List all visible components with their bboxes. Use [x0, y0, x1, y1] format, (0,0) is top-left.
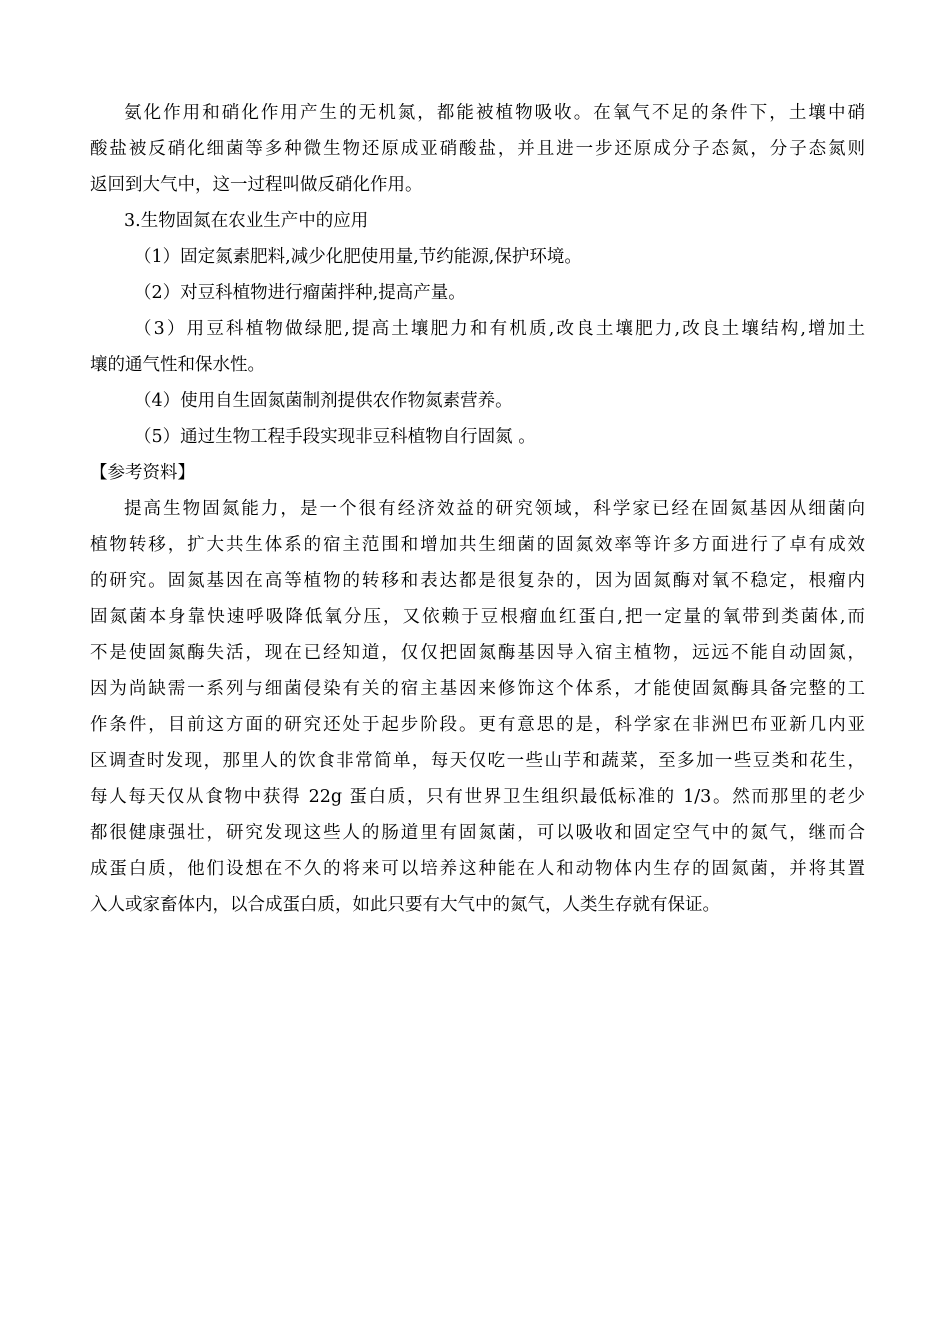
- text-line: 都很健康强壮，研究发现这些人的肠道里有固氮菌，可以吸收和固定空气中的氮气，继而合: [90, 823, 865, 843]
- document-page: [90, 95, 865, 923]
- list-item: （4）使用自生固氮菌制剂提供农作物氮素营养。: [134, 391, 513, 411]
- list-item: [90, 311, 865, 383]
- text-line: 因为尚缺需一系列与细菌侵染有关的宿主基因来修饰这个体系，才能使固氮酶具备完整的工: [90, 679, 865, 699]
- text-line: 作条件，目前这方面的研究还处于起步阶段。更有意思的是，科学家在非洲巴布亚新几内亚: [90, 715, 865, 735]
- reference-paragraph: [90, 491, 865, 923]
- text-line: 每人每天仅从食物中获得 22g 蛋白质，只有世界卫生组织最低标准的 1/3。然而那里的老少: [90, 787, 865, 807]
- text-line: 入人或家畜体内，以合成蛋白质，如此只要有大气中的氮气，人类生存就有保证。: [90, 895, 720, 915]
- text-line: 提高生物固氮能力，是一个很有经济效益的研究领域，科学家已经在固氮基因从细菌向: [124, 499, 865, 519]
- paragraph-denitrification: [90, 95, 865, 203]
- text-line: 酸盐被反硝化细菌等多种微生物还原成亚硝酸盐，并且进一步还原成分子态氮，分子态氮则: [90, 139, 865, 159]
- text-line: 不是使固氮酶失活，现在已经知道，仅仅把固氮酶基因导入宿主植物，远远不能自动固氮，: [90, 643, 865, 663]
- text-line: 成蛋白质，他们设想在不久的将来可以培养这种能在人和动物体内生存的固氮菌，并将其置: [90, 859, 865, 879]
- text-line: 壤的通气性和保水性。: [90, 355, 265, 375]
- application-list: [90, 239, 865, 455]
- text-line: 的研究。固氮基因在高等植物的转移和表达都是很复杂的，因为固氮酶对氧不稳定，根瘤内: [90, 571, 865, 591]
- text-line: 植物转移，扩大共生体系的宿主范围和增加共生细菌的固氮效率等许多方面进行了卓有成效: [90, 535, 865, 555]
- text-line: 氨化作用和硝化作用产生的无机氮，都能被植物吸收。在氧气不足的条件下，土壤中硝: [124, 103, 865, 123]
- reference-heading: 【参考资料】: [90, 463, 195, 483]
- text-line: 返回到大气中，这一过程叫做反硝化作用。: [90, 175, 423, 195]
- text-line: 区调查时发现，那里人的饮食非常简单，每天仅吃一些山芋和蔬菜，至多加一些豆类和花生，: [90, 751, 865, 771]
- list-item: （5）通过生物工程手段实现非豆科植物自行固氮 。: [134, 427, 536, 447]
- text-line: （3）用豆科植物做绿肥,提高土壤肥力和有机质,改良土壤肥力,改良土壤结构,增加土: [134, 319, 865, 339]
- list-item: （2）对豆科植物进行瘤菌拌种,提高产量。: [134, 283, 466, 303]
- text-line: 固氮菌本身靠快速呼吸降低氧分压，又依赖于豆根瘤血红蛋白,把一定量的氧带到类菌体,而: [90, 607, 865, 627]
- list-item: （1）固定氮素肥料,减少化肥使用量,节约能源,保护环境。: [134, 247, 582, 267]
- section-heading: 3.生物固氮在农业生产中的应用: [124, 211, 369, 231]
